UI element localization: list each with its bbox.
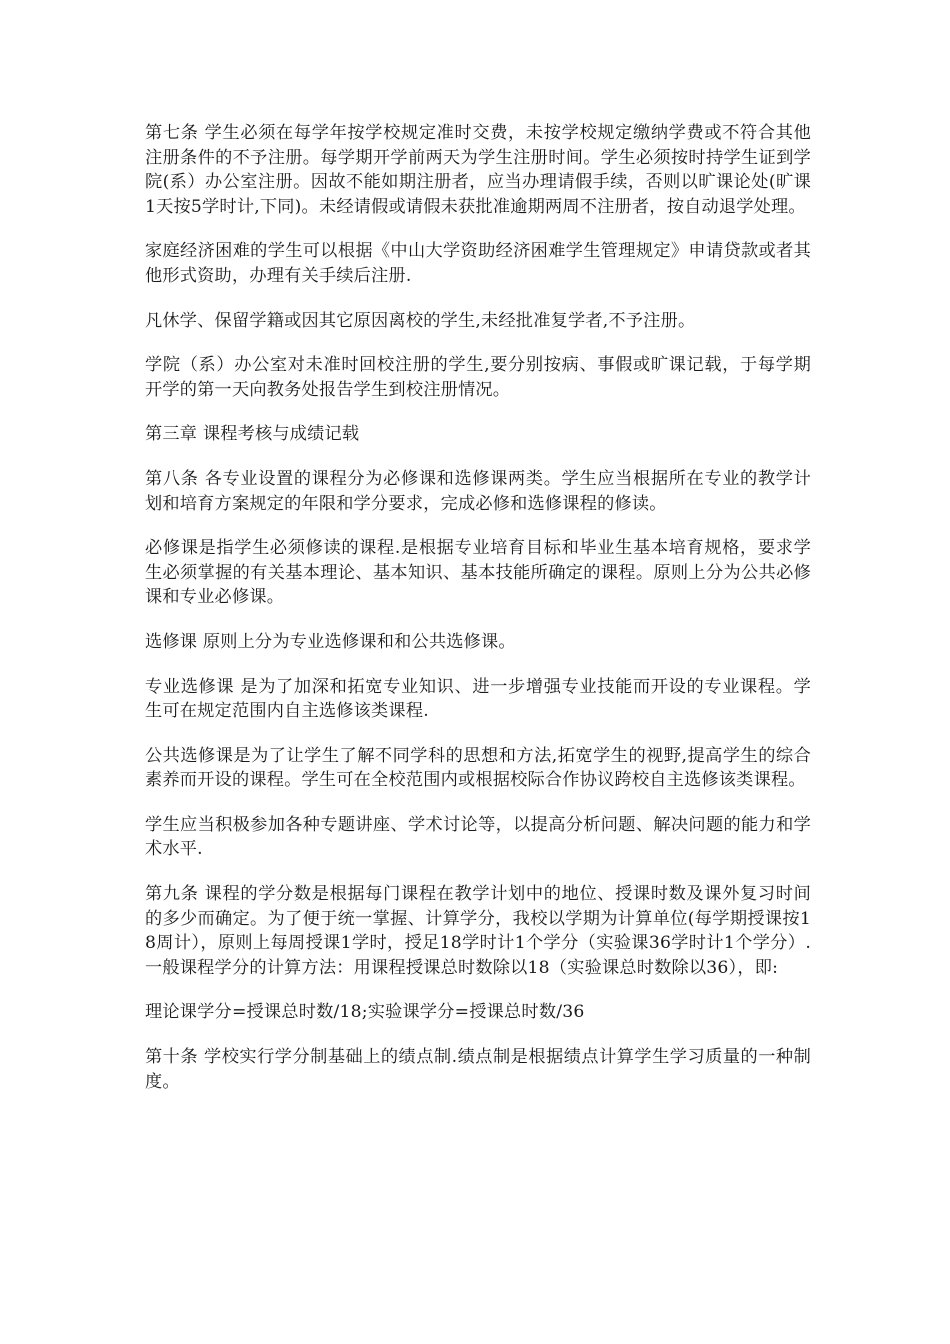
paragraph-article-7: 第七条 学生必须在每学年按学校规定准时交费，未按学校规定缴纳学费或不符合其他注册条件的不予注册。每学期开学前两天为学生注册时间。学生必须按时持学生证到学院(系）办公室注册。因故不能如期注册者，应当办理请假手续，否则以旷课论处(旷课1天按5学时计,下同)。未经请假或请假未获批准逾期两周不注册者，按自动退学处理。 <box>145 123 811 217</box>
paragraph-lectures: 学生应当积极参加各种专题讲座、学术讨论等，以提高分析问题、解决问题的能力和学术水平. <box>145 814 811 860</box>
paragraph-required-courses: 必修课是指学生必须修读的课程.是根据专业培育目标和毕业生基本培育规格，要求学生必须掌握的有关基本理论、基本知识、基本技能所确定的课程。原则上分为公共必修课和专业必修课。 <box>145 538 811 608</box>
paragraph-credit-formula: 理论课学分=授课总时数/18;实验课学分=授课总时数/36 <box>145 1002 585 1023</box>
paragraph-elective-courses: 选修课 原则上分为专业选修课和和公共选修课。 <box>145 631 516 652</box>
paragraph-public-electives: 公共选修课是为了让学生了解不同学科的思想和方法,拓宽学生的视野,提高学生的综合素养而开设的课程。学生可在全校范围内或根据校际合作协议跨校自主选修该类课程。 <box>145 745 811 791</box>
document-page <box>145 121 811 1114</box>
chapter-heading: 第三章 课程考核与成绩记载 <box>145 424 360 445</box>
paragraph-article-10: 第十条 学校实行学分制基础上的绩点制.绩点制是根据绩点计算学生学习质量的一种制度。 <box>145 1047 811 1092</box>
paragraph-major-electives: 专业选修课 是为了加深和拓宽专业知识、进一步增强专业技能而开设的专业课程。学生可在规定范围内自主选修该类课程. <box>145 676 811 722</box>
paragraph-office-report: 学院（系）办公室对未准时回校注册的学生,要分别按病、事假或旷课记载，于每学期开学的第一天向教务处报告学生到校注册情况。 <box>145 355 811 400</box>
paragraph-article-8: 第八条 各专业设置的课程分为必修课和选修课两类。学生应当根据所在专业的教学计划和培育方案规定的年限和学分要求，完成必修和选修课程的修读。 <box>145 468 811 514</box>
paragraph-financial-aid: 家庭经济困难的学生可以根据《中山大学资助经济困难学生管理规定》申请贷款或者其他形式资助，办理有关手续后注册. <box>145 241 811 286</box>
paragraph-leave-registration: 凡休学、保留学籍或因其它原因离校的学生,未经批准复学者,不予注册。 <box>145 310 696 331</box>
paragraph-article-9: 第九条 课程的学分数是根据每门课程在教学计划中的地位、授课时数及课外复习时间的多少而确定。为了便于统一掌握、计算学分，我校以学期为计算单位(每学期授课按18周计），原则上每周授课1学时，授足18学时计1个学分（实验课36学时计1个学分）.一般课程学分的计算方法：用课程授课总时数除以18（实验课总时数除以36），即: <box>145 884 811 978</box>
